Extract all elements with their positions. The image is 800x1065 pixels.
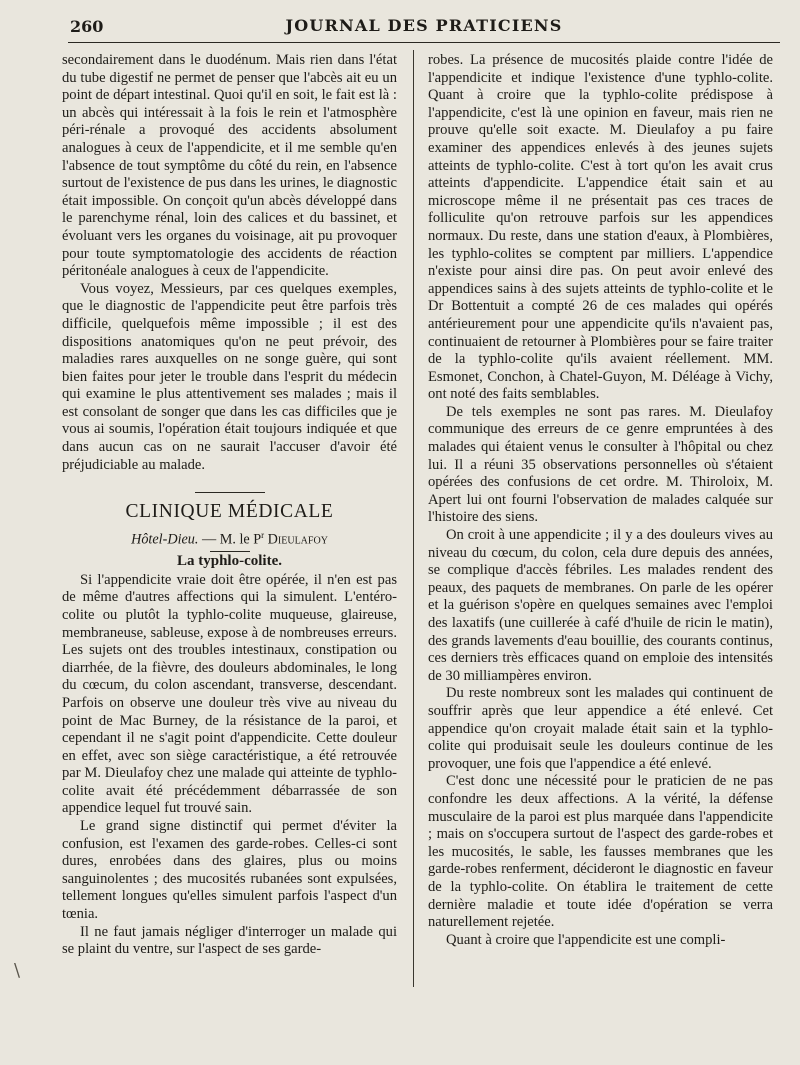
byline-rule: [210, 551, 250, 552]
byline-author: Dieulafoy: [264, 531, 328, 548]
paragraph: secondairement dans le duodénum. Mais rien dans l'état du tube digestif ne permet de penser que l'abcès ait eu un point de départ intestinal. Quoi qu'il en soit, le fait est là : un abcès qui intéressait à la fois le rein et l'atmosphère péri-rénale a provoqué des accidents absolument analogues à ceux de l'appendicite, et il me semble qu'en l'absence de tout symptôme du côté du rein, en l'absence surtout de l'existence de pus dans les urines, le diagnostic était impossible. On conçoit qu'un abcès développé dans le parenchyme rénal, loin des calices et du bassinet, et évoluant vers les organes du voisinage, ait pu provoquer pour toute symptomatologie des accidents de réaction péritonéale analogues à ceux de l'appendicite.: [62, 52, 397, 280]
left-column: [62, 52, 397, 959]
paragraph: Du reste nombreux sont les malades qui continuent de souffrir après que leur appendice a été enlevé. Cet appendice qu'on croyait malade était sain et la typhlo-colite qui produisait seule les douleurs continue de les provoquer, une fois que l'appendice a été enlevé.: [428, 685, 773, 772]
paragraph: Vous voyez, Messieurs, par ces quelques exemples, que le diagnostic de l'appendicite peut être parfois très difficile, quelquefois même impossible ; il est des dispositions anatomiques qu'on ne peut prévoir, des maladies rares auxquelles on ne songe guère, qui sont bien faites pour jeter le trouble dans l'esprit du médecin qui examine le plus attentivement ses malades ; mais il est consolant de songer que dans les cas difficiles que je vous ai soumis, l'opération était toujours indiquée et que dans aucun cas on ne saurait l'accuser d'avoir été préjudiciable au malade.: [62, 280, 397, 473]
byline: [62, 527, 397, 549]
paragraph: Quant à croire que l'appendicite est une compli-: [446, 931, 726, 948]
paragraph: Si l'appendicite vraie doit être opérée, il n'en est pas de même d'autres affections qui la simulent. L'entéro-colite ou plutôt la typhlo-colite muqueuse, glaireuse, membraneuse, sableuse, expose à de nombreuses erreurs. Les sujets ont des troubles intestinaux, constipation ou diarrhée, de la fièvre, des douleurs abdominales, le long du cœcum, du colon ascendant, transverse, descendant. Parfois on observe une douleur très vive au niveau du point de Mac Burney, de la résistance de la paroi, et cependant il ne s'agit point d'appendicite. Cette douleur en effet, avec son siège caractéristique, a été retrouvée par M. Dieulafoy chez une malade qui atteinte de typhlo-colite avait été précédemment débarrassée de son appendice lequel fut trouvé sain.: [62, 571, 397, 817]
margin-mark: \: [14, 960, 21, 981]
paragraph: robes. La présence de mucosités plaide contre l'idée de l'appendicite et indique l'existence d'une typhlo-colite. Quant à croire que la typhlo-colite prédispose à l'appendicite, c'est là une opinion en faveur, mais rien ne prouve qu'elle soit exacte. M. Dieulafoy a pu faire examiner des appendices enlevés à des jeunes sujets atteints de typhlo-colite. C'est à tort qu'on les avait crus atteints d'appendicite. L'appendice était sain et au microscope même il ne présentait pas ces traces de folliculite qu'on retrouve parfois sur les appendices normaux. Du reste, dans une station d'eaux, à Plombières, les typhlo-colites se comptent par milliers. L'appendice n'existe pour ainsi dire pas. On peut avoir enlevé des appendices sains à des sujets atteints de typhlo-colite et le Dr Bottentuit a compté 26 de ces malades qui opérés antérieurement pour une appendicite qu'ils n'avaient pas, continuaient de retourner à Plombières pour se faire traiter de la typhlo-colite qu'ils avaient réellement. MM. Esmonet, Conchon, à Chatel-Guyon, M. Déléage à Vichy, ont noté des faits semblables.: [428, 52, 773, 403]
paragraph: Il ne faut jamais négliger d'interroger un malade qui se plaint du ventre, sur l'aspect de ses garde-: [62, 923, 397, 958]
paragraph: De tels exemples ne sont pas rares. M. Dieulafoy communique des erreurs de ce genre empruntées à des malades qui étaient venus le consulter à l'hôpital ou chez lui. Il a réuni 35 observations personnelles où s'étaient opérées des confusions de cet ordre. M. Thiroloix, M. Apert lui ont fourni l'observation de malades calquée sur l'histoire des siens.: [428, 403, 773, 526]
byline-separator: — M. le P: [198, 531, 262, 548]
column-divider: [413, 50, 414, 987]
page-number: 260: [70, 17, 104, 36]
byline-location: Hôtel-Dieu.: [131, 531, 199, 548]
paragraph: C'est donc une nécessité pour le praticien de ne pas confondre les deux affections. A la vérité, la défense musculaire de la paroi est plus marquée dans l'appendicite ; mais on s'occupera surtout de l'aspect des garde-robes et les mucosités, le sable, les fausses membranes que les garde-robes renferment, décideront le diagnostic en faveur de la typhlo-colite. On établira le traitement de cette dernière maladie et toute idée d'opération se verra naturellement rejetée.: [428, 773, 773, 931]
section-rule: [195, 492, 265, 493]
journal-title: JOURNAL DES PRATICIENS: [285, 16, 563, 35]
right-column: [428, 52, 773, 949]
paragraph: On croit à une appendicite ; il y a des douleurs vives au niveau du cœcum, du colon, cela dure depuis des années, se complique d'accès fébriles. Les malades rendent des peaux, des paquets de membranes. On parle de les opérer et la guérison s'opère en quelques semaines avec l'emploi des laxatifs (une cuillerée à café d'huile de ricin le matin), des grands lavements d'eau bouillie, des courants continus, ces derniers très efficaces quand on emploie des intensités de 30 milliampères environ.: [428, 527, 773, 684]
article-title: La typhlo-colite.: [177, 553, 282, 570]
page-header: [68, 12, 780, 43]
byline-superscript: r: [261, 529, 265, 540]
section-title: CLINIQUE MÉDICALE: [125, 501, 334, 523]
paragraph: Le grand signe distinctif qui permet d'éviter la confusion, est l'examen des garde-robes. Celles-ci sont dures, enrobées dans des glaires, plus ou moins sanguinolentes ; des mucosités rubanées sont expulsées, tellement longues qu'elles simulent parfois l'aspect d'un tœnia.: [62, 818, 397, 923]
